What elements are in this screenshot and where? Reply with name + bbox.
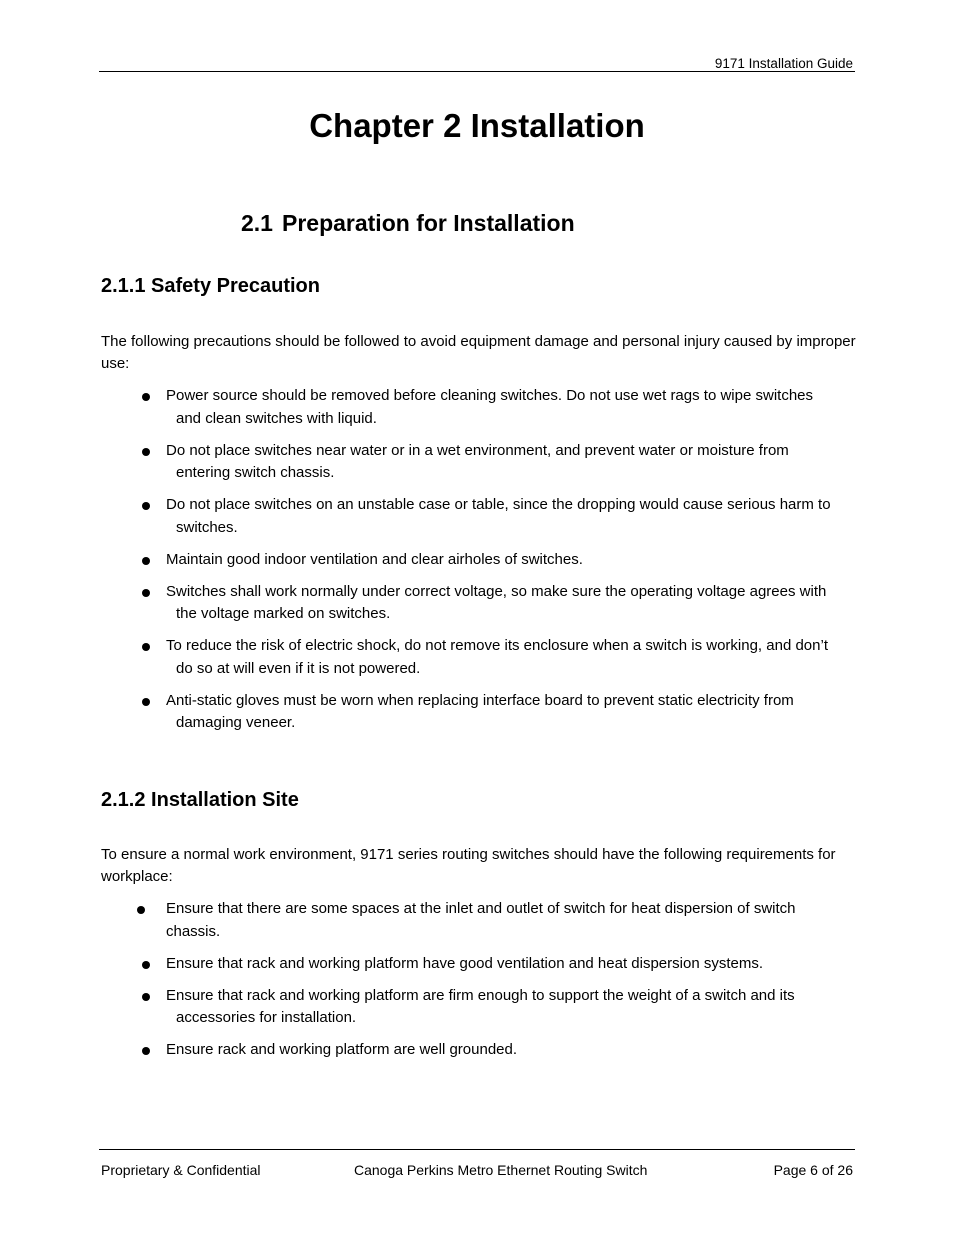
bullet-icon <box>137 906 145 914</box>
bullet-icon <box>142 643 150 651</box>
list-item: To reduce the risk of electric shock, do not remove its enclosure when a switch is working, and don’t do so at will even if it is not powered. <box>137 635 859 680</box>
list-item: Anti-static gloves must be worn when replacing interface board to prevent static electricity from damaging veneer. <box>137 690 859 735</box>
list-item: Maintain good indoor ventilation and clear airholes of switches. <box>137 549 859 572</box>
list-item: Ensure that rack and working platform have good ventilation and heat dispersion systems. <box>137 953 859 976</box>
bullet-icon <box>142 1047 150 1055</box>
footer-rule <box>99 1149 855 1150</box>
section-title: Preparation for Installation <box>281 210 575 236</box>
footer-product: Canoga Perkins Metro Ethernet Routing Switch <box>354 1162 648 1178</box>
subsection-heading-site: 2.1.2 Installation Site <box>101 789 299 811</box>
bullet-icon <box>142 557 150 565</box>
chapter-title: Chapter 2 Installation <box>309 107 645 144</box>
subsection-heading-safety: 2.1.1 Safety Precaution <box>101 275 320 297</box>
bullet-icon <box>142 393 150 401</box>
header-rule <box>99 71 855 72</box>
list-item: Do not place switches on an unstable case or table, since the dropping would cause serious harm to switches. <box>137 494 859 539</box>
list-item: Do not place switches near water or in a wet environment, and prevent water or moisture from entering switch chassis. <box>137 440 859 485</box>
bullet-icon <box>142 589 150 597</box>
safety-intro: The following precautions should be followed to avoid equipment damage and personal injury caused by improper use: <box>101 333 856 372</box>
site-list <box>137 898 859 1071</box>
bullet-icon <box>142 448 150 456</box>
safety-list <box>137 385 859 744</box>
footer-confidential: Proprietary & Confidential <box>101 1162 261 1178</box>
list-item: Power source should be removed before cleaning switches. Do not use wet rags to wipe switches and clean switches with liquid. <box>137 385 859 430</box>
section-number: 2.1 <box>241 210 273 236</box>
bullet-icon <box>142 698 150 706</box>
header-doc-title: 9171 Installation Guide <box>714 56 853 71</box>
section-heading <box>241 210 575 237</box>
site-intro: To ensure a normal work environment, 9171 series routing switches should have the following requirements for workplace: <box>101 846 836 885</box>
bullet-icon <box>142 993 150 1001</box>
bullet-icon <box>142 502 150 510</box>
list-item: Ensure rack and working platform are well grounded. <box>137 1039 859 1062</box>
list-item: Ensure that there are some spaces at the inlet and outlet of switch for heat dispersion of switch chassis. <box>137 898 859 943</box>
list-item: Ensure that rack and working platform are firm enough to support the weight of a switch and its accessories for installation. <box>137 985 859 1030</box>
bullet-icon <box>142 961 150 969</box>
footer-page-number: Page 6 of 26 <box>773 1162 853 1178</box>
list-item: Switches shall work normally under correct voltage, so make sure the operating voltage agrees with the voltage marked on switches. <box>137 581 859 626</box>
